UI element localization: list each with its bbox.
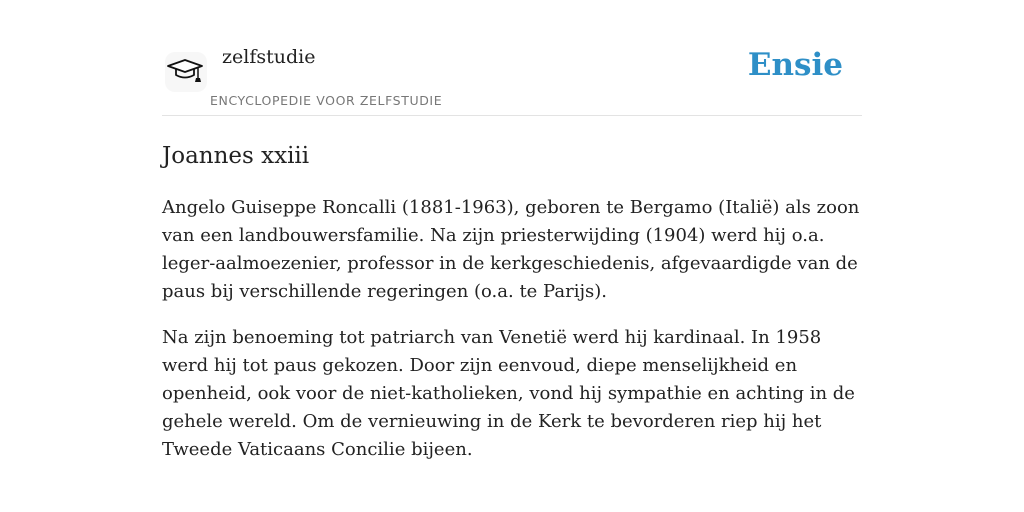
site-name-link[interactable]: zelfstudie bbox=[222, 46, 316, 68]
header bbox=[162, 0, 862, 116]
graduation-cap-icon[interactable] bbox=[165, 52, 207, 92]
ensie-brand-link[interactable]: Ensie bbox=[747, 47, 843, 83]
article-paragraph: Angelo Guiseppe Roncalli (1881-1963), geboren te Bergamo (Italië) als zoon van een landbouwersfamilie. Na zijn priesterwijding (1904) werd hij o.a. leger-aalmoezenier, professor in de kerkgeschiedenis, afgevaardigde van de paus bij verschillende regeringen (o.a. te Parijs). bbox=[162, 197, 860, 302]
site-tagline: ENCYCLOPEDIE VOOR ZELFSTUDIE bbox=[210, 93, 443, 108]
page bbox=[162, 0, 862, 464]
article-paragraph: Na zijn benoeming tot patriarch van Venetië werd hij kardinaal. In 1958 werd hij tot paus gekozen. Door zijn eenvoud, diepe menselijkheid en openheid, ook voor de niet-katholieken, vond hij sympathie en achting in de gehele wereld. Om de vernieuwing in de Kerk te bevorderen riep hij het Tweede Vaticaans Concilie bijeen. bbox=[162, 327, 855, 460]
article-title: Joannes xxiii bbox=[162, 143, 310, 169]
